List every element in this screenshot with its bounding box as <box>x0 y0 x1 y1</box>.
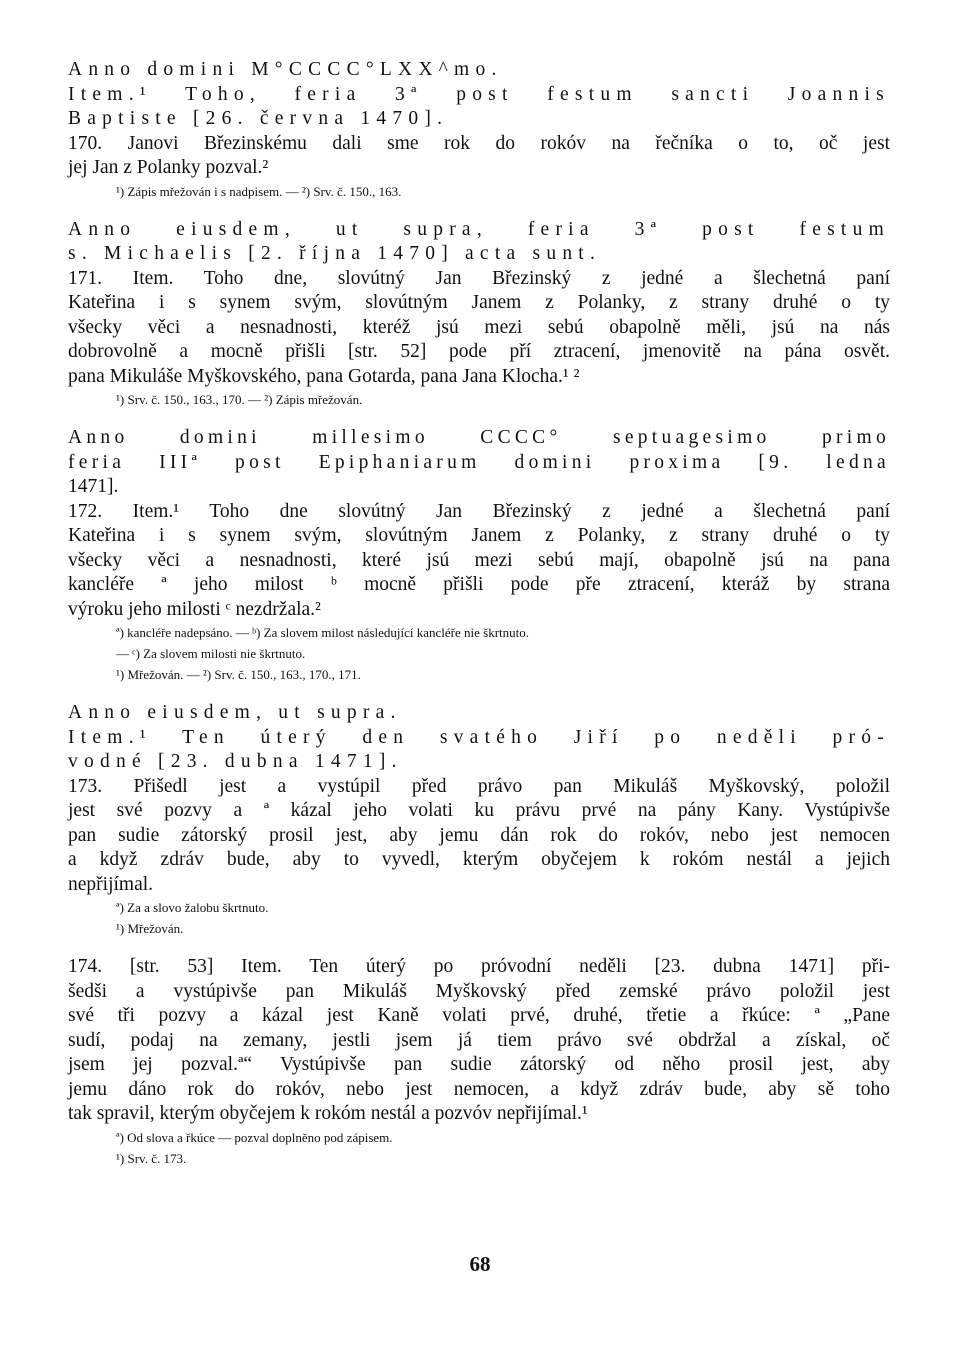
text-line: všecky věci a nesnadnosti, které jsú mezi sebú mají, obapolně jsú na pana <box>68 549 890 571</box>
text-line: Kateřina i s synem svým, slovútným Janem z Polanky, z strany druhé o ty <box>68 525 890 546</box>
text-line: Anno domini millesimo CCCC° septuagesimo primo <box>68 427 890 448</box>
footnote-line: ª) kancléře nadepsáno. — ᵇ) Za slovem milost následující kancléře nie škrtnuto. <box>116 625 530 640</box>
text-line: sudí, podaj na zemany, jestli jsem já tiem právo své obdržal a získal, oč <box>68 1029 890 1051</box>
text-line: jest své pozvy a ª kázal jeho volati ku právu prvé na pány Kany. Vystúpivše <box>68 800 890 821</box>
section-gap <box>68 410 890 426</box>
text-line: s. Michaelis [2. října 1470] acta sunt. <box>68 243 602 264</box>
footnote-line: ¹) Zápis mřežován i s nadpisem. — ²) Srv. č. 150., 163. <box>116 183 402 199</box>
text-line: jemu dáno rok do rokóv, nebo jest nemocen, a když zdráv bude, aby sě toho <box>68 1078 890 1100</box>
text-line: pana Mikuláše Myškovského, pana Gotarda, pana Jana Klocha.¹ ² <box>68 365 580 387</box>
footnote-line: ¹) Srv. č. 173. <box>116 1150 187 1166</box>
text-line: 170. Janovi Březinskému dali sme rok do rokóv na řečníka o to, oč jest <box>68 132 890 154</box>
section-gap <box>68 685 890 701</box>
footnote-line: ¹) Srv. č. 150., 163., 170. — ²) Zápis mřežován. <box>116 392 363 407</box>
footnote-line: ¹) Mřežován. <box>116 921 184 936</box>
text-line: kancléře ª jeho milost ᵇ mocně přišli pode pře ztracení, kteráž by strana <box>68 574 890 595</box>
text-line: feria IIIª post Epiphaniarum domini proxima [9. ledna <box>68 451 890 473</box>
footnote-line: — ᶜ) Za slovem milosti nie škrtnuto. <box>116 646 306 661</box>
text-line: Item.¹ Toho, feria 3ª post festum sancti Joannis <box>68 83 890 105</box>
footnote-line: ¹) Mřežován. — ²) Srv. č. 150., 163., 170., 171. <box>116 667 361 682</box>
footnote-line: ª) Za a slovo žalobu škrtnuto. <box>116 900 269 915</box>
text-line: 174. [str. 53] Item. Ten úterý po próvodní neděli [23. dubna 1471] při- <box>68 956 890 977</box>
section-gap <box>68 939 890 955</box>
footnote-line: ª) Od slova a řkúce — pozval doplněno pod zápisem. <box>116 1129 393 1145</box>
text-line: pan sudie zátorský prosil jest, aby jemu dán rok do rokóv, nebo jest nemocen <box>68 824 890 846</box>
text-line: Anno eiusdem, ut supra. <box>68 702 402 723</box>
text-line: Item.¹ Ten úterý den svatého Jiří po neděli pró- <box>68 726 890 748</box>
text-line: všecky věci a nesnadnosti, kteréž jsú mezi sebú obapolně měli, jsú na nás <box>68 316 890 338</box>
text-line: výroku jeho milosti ᶜ nezdržala.² <box>68 598 321 620</box>
text-line: 173. Přišedl jest a vystúpil před právo pan Mikuláš Myškovský, položil <box>68 775 890 797</box>
text-line: tak spravil, kterým obyčejem k rokóm nestál a pozvóv nepřijímal.¹ <box>68 1103 588 1124</box>
text-line: nepřijímal. <box>68 873 154 895</box>
page-number: 68 <box>469 1252 491 1276</box>
text-line: Anno eiusdem, ut supra, feria 3ª post festum <box>68 218 890 240</box>
text-line: 172. Item.¹ Toho dne slovútný Jan Březinský z jedné a šlechetná paní <box>68 500 890 522</box>
text-line: jsem jej pozval.ª“ Vystúpivše pan sudie zátorský od něho prosil jest, aby <box>68 1054 890 1075</box>
text-line: 1471]. <box>68 476 119 497</box>
page-body <box>68 58 890 1169</box>
text-line: své tři pozvy a kázal jest Kaně volati prvé, druhé, třetie a řkúce: ª „Pane <box>68 1005 890 1026</box>
text-line: Baptiste [26. června 1470]. <box>68 108 449 129</box>
text-line: 171. Item. Toho dne, slovútný Jan Březinský z jedné a šlechetná paní <box>68 267 890 289</box>
text-line: Kateřina i s synem svým, slovútným Janem z Polanky, z strany druhé o ty <box>68 292 890 313</box>
text-line: dobrovolně a mocně přišli [str. 52] pode pří ztracení, jmenovitě na pána osvět. <box>68 341 890 362</box>
text-line: šedši a vystúpivše pan Mikuláš Myškovský před zemské právo položil jest <box>68 980 890 1002</box>
text-line: a když zdráv bude, aby to vyvedl, kterým obyčejem k rokóm nestál a jejich <box>68 849 890 870</box>
text-line: jej Jan z Polanky pozval.² <box>68 157 269 178</box>
text-line: Anno domini M°CCCC°LXX^mo. <box>68 59 503 80</box>
text-line: vodné [23. dubna 1471]. <box>68 751 403 772</box>
section-gap <box>68 202 890 218</box>
